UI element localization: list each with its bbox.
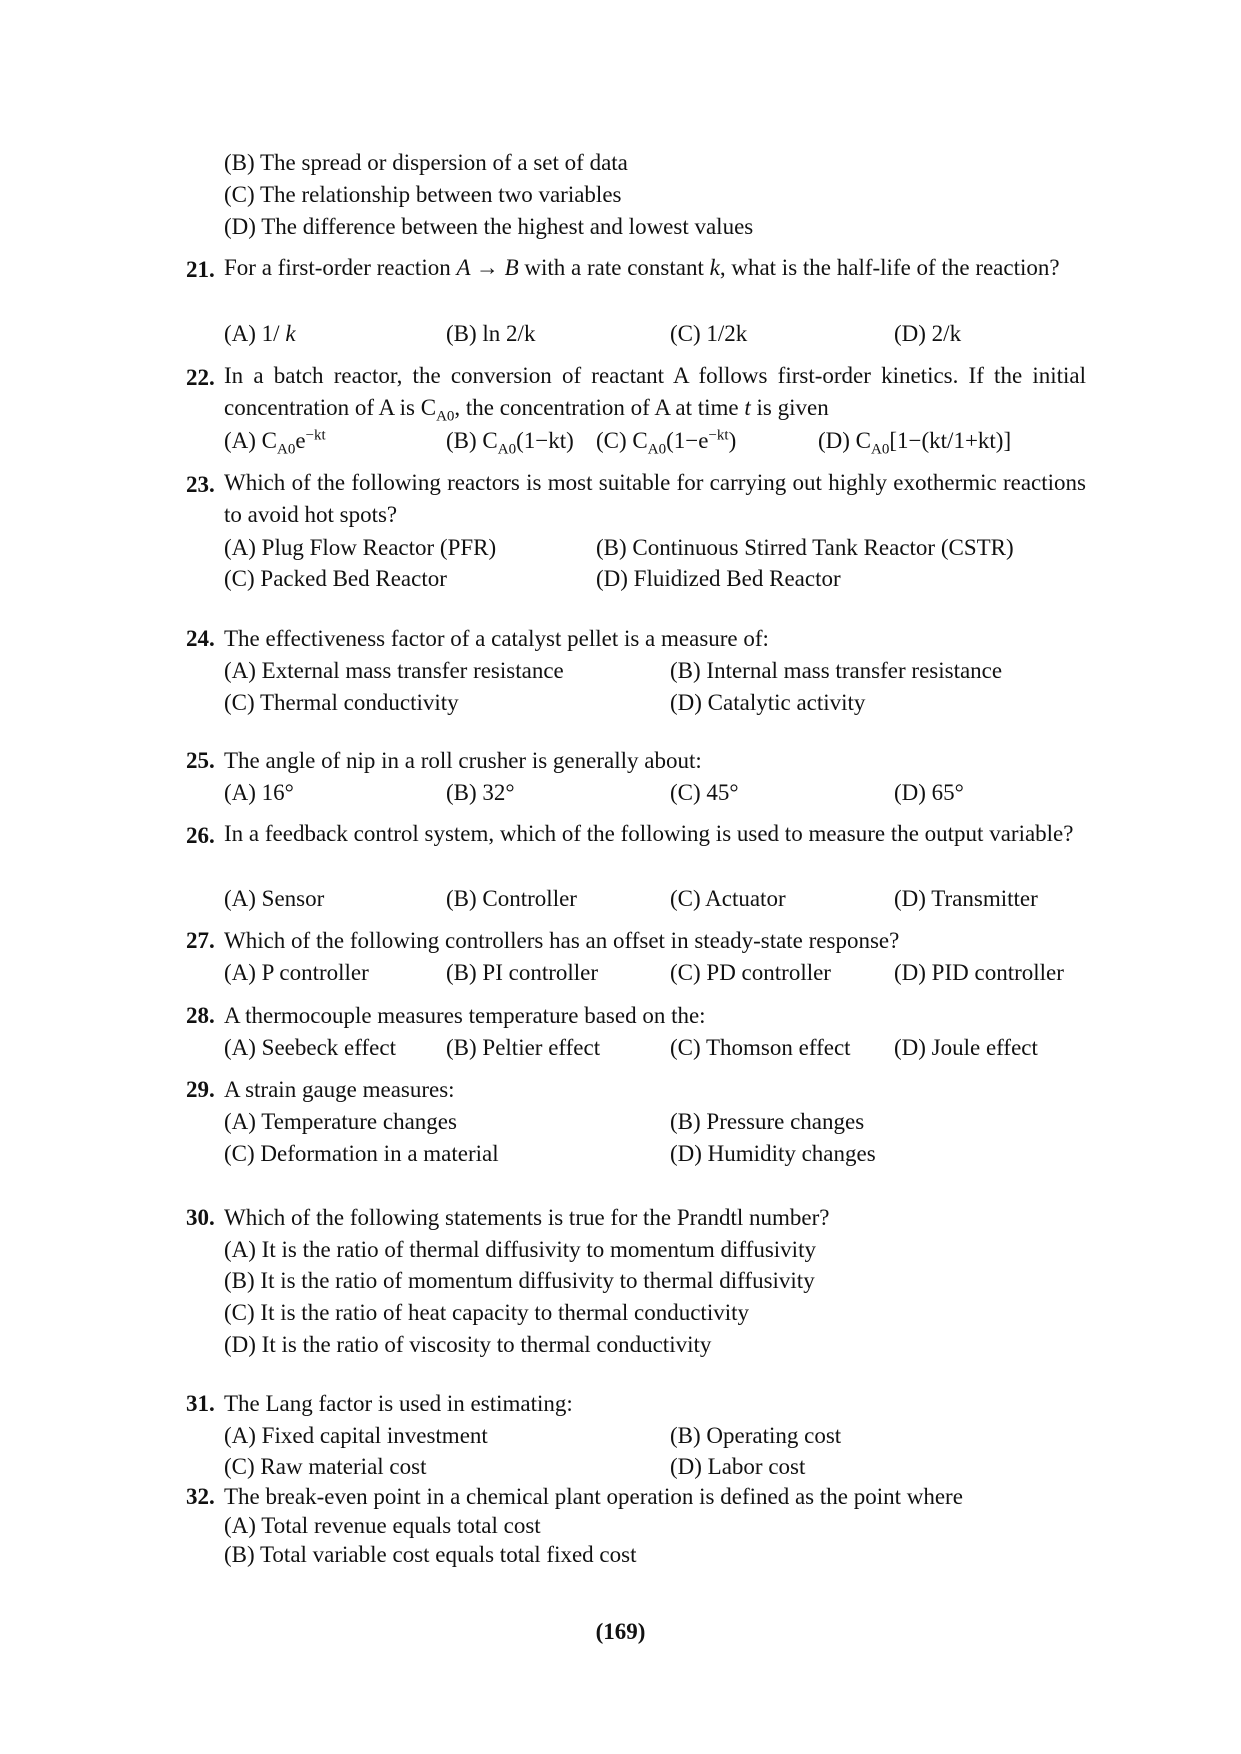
- option-a: [224, 322, 296, 345]
- question-text-part: with a rate constant: [518, 255, 710, 280]
- option-b: (B) Controller: [446, 886, 577, 911]
- question-text-part: , what is the half-life of the reaction?: [719, 255, 1060, 280]
- math-variable: t: [744, 395, 751, 420]
- option-d: (D) Transmitter: [894, 886, 1038, 911]
- question-number: 32.: [186, 1484, 215, 1509]
- option-a: (A) P controller: [224, 960, 369, 985]
- option-d: (D) Labor cost: [670, 1454, 806, 1479]
- math-variable: k: [285, 321, 296, 346]
- question-number: 23.: [186, 472, 215, 497]
- option-b: (B) Pressure changes: [670, 1109, 865, 1134]
- question-text: Which of the following controllers has an offset in steady-state response?: [224, 928, 900, 953]
- subscript: A0: [436, 408, 455, 425]
- question-number: 22.: [186, 365, 215, 390]
- option-b: (B) Total variable cost equals total fixed cost: [224, 1542, 637, 1567]
- question-number: 24.: [186, 626, 215, 651]
- question-text-part: , the concentration of A at time: [454, 395, 745, 420]
- prev-option-d: (D) The difference between the highest and lowest values: [224, 214, 754, 239]
- subscript: A0: [871, 441, 890, 458]
- option-a: (A) External mass transfer resistance: [224, 658, 564, 683]
- option-b: (B) Internal mass transfer resistance: [670, 658, 1003, 683]
- option-text: (1−kt): [516, 428, 574, 453]
- question-number: 21.: [186, 257, 215, 282]
- math-variable: k: [709, 255, 720, 280]
- option-text: (C) C: [596, 428, 648, 453]
- option-c: (C) Thomson effect: [670, 1035, 851, 1060]
- option-d: (D) Humidity changes: [670, 1141, 876, 1166]
- math-expression: A → B: [456, 255, 519, 280]
- option-a: (A) Total revenue equals total cost: [224, 1513, 541, 1538]
- option-a: [224, 427, 326, 458]
- option-d: (D) PID controller: [894, 960, 1064, 985]
- option-a: (A) Plug Flow Reactor (PFR): [224, 535, 497, 560]
- option-a: (A) Sensor: [224, 886, 325, 911]
- option-b: (B) Operating cost: [670, 1423, 842, 1448]
- question-text: The effectiveness factor of a catalyst pellet is a measure of:: [224, 626, 769, 651]
- option-c: (C) Actuator: [670, 886, 786, 911]
- option-c: (C) 1/2k: [670, 321, 748, 346]
- option-text: (A) C: [224, 428, 278, 453]
- option-d: (D) Catalytic activity: [670, 690, 866, 715]
- option-d: (D) Joule effect: [894, 1035, 1038, 1060]
- option-c: (C) Raw material cost: [224, 1454, 427, 1479]
- option-b: (B) ln 2/k: [446, 321, 536, 346]
- option-text: ): [728, 428, 737, 453]
- subscript: A0: [497, 441, 517, 458]
- subscript: A0: [647, 441, 667, 458]
- option-c: (C) PD controller: [670, 960, 831, 985]
- option-text: [1−(kt/1+kt)]: [889, 428, 1012, 453]
- subscript: A0: [277, 441, 296, 458]
- option-b: (B) It is the ratio of momentum diffusivity to thermal diffusivity: [224, 1268, 815, 1293]
- option-b: (B) Peltier effect: [446, 1035, 601, 1060]
- option-d: (D) 65°: [894, 780, 964, 805]
- superscript: −kt: [708, 427, 729, 444]
- option-b: (B) PI controller: [446, 960, 599, 985]
- question-text: Which of the following reactors is most suitable for carrying out highly exothermic reactions to avoid hot spots?: [224, 470, 1086, 527]
- option-a: (A) Temperature changes: [224, 1109, 457, 1134]
- option-a: (A) It is the ratio of thermal diffusivity to momentum diffusivity: [224, 1237, 816, 1262]
- question-text: In a feedback control system, which of the following is used to measure the output variable?: [224, 821, 1074, 846]
- option-d: (D) Fluidized Bed Reactor: [596, 566, 841, 591]
- question-text-part: For a first-order reaction: [224, 255, 457, 280]
- question-text: The angle of nip in a roll crusher is generally about:: [224, 748, 702, 773]
- option-c: (C) Thermal conductivity: [224, 690, 459, 715]
- question-number: 27.: [186, 928, 215, 953]
- question-text: The break-even point in a chemical plant operation is defined as the point where: [224, 1484, 963, 1509]
- option-text: (B) C: [446, 428, 498, 453]
- question-number: 26.: [186, 823, 215, 848]
- prev-option-b: (B) The spread or dispersion of a set of data: [224, 150, 628, 175]
- option-a-text: (A) 1/: [224, 321, 286, 346]
- option-text: e: [295, 428, 306, 453]
- question-text: A strain gauge measures:: [224, 1077, 455, 1102]
- option-c: (C) It is the ratio of heat capacity to thermal conductivity: [224, 1300, 749, 1325]
- option-b: (B) 32°: [446, 780, 515, 805]
- page-number: (169): [595, 1619, 646, 1644]
- question-text: [224, 360, 1086, 424]
- option-d: (D) It is the ratio of viscosity to thermal conductivity: [224, 1332, 712, 1357]
- option-text: (1−e: [666, 428, 709, 453]
- option-a: (A) Seebeck effect: [224, 1035, 396, 1060]
- option-b: (B) Continuous Stirred Tank Reactor (CSTR): [596, 535, 1014, 560]
- option-a: (A) Fixed capital investment: [224, 1423, 488, 1448]
- question-text: Which of the following statements is true for the Prandtl number?: [224, 1205, 830, 1230]
- option-c: (C) Deformation in a material: [224, 1141, 499, 1166]
- option-d: (D) 2/k: [894, 321, 962, 346]
- question-text: The Lang factor is used in estimating:: [224, 1391, 573, 1416]
- question-number: 25.: [186, 748, 215, 773]
- option-b: [446, 428, 574, 458]
- option-text: (D) C: [818, 428, 872, 453]
- question-number: 31.: [186, 1391, 215, 1416]
- option-c: (C) Packed Bed Reactor: [224, 566, 447, 591]
- question-number: 30.: [186, 1205, 215, 1230]
- prev-option-c: (C) The relationship between two variables: [224, 182, 622, 207]
- option-d: [818, 428, 1012, 458]
- superscript: −kt: [305, 427, 326, 444]
- question-number: 29.: [186, 1077, 215, 1102]
- question-text: A thermocouple measures temperature based on the:: [224, 1003, 706, 1028]
- option-a: (A) 16°: [224, 780, 294, 805]
- question-number: 28.: [186, 1003, 215, 1028]
- question-text-part: In a batch reactor, the conversion of reactant A follows first-order kinetics. If the initial concentration of A is C: [224, 363, 1086, 420]
- option-c: (C) 45°: [670, 780, 739, 805]
- question-text-part: is given: [750, 395, 829, 420]
- option-c: [596, 427, 737, 458]
- question-text: [224, 252, 1086, 284]
